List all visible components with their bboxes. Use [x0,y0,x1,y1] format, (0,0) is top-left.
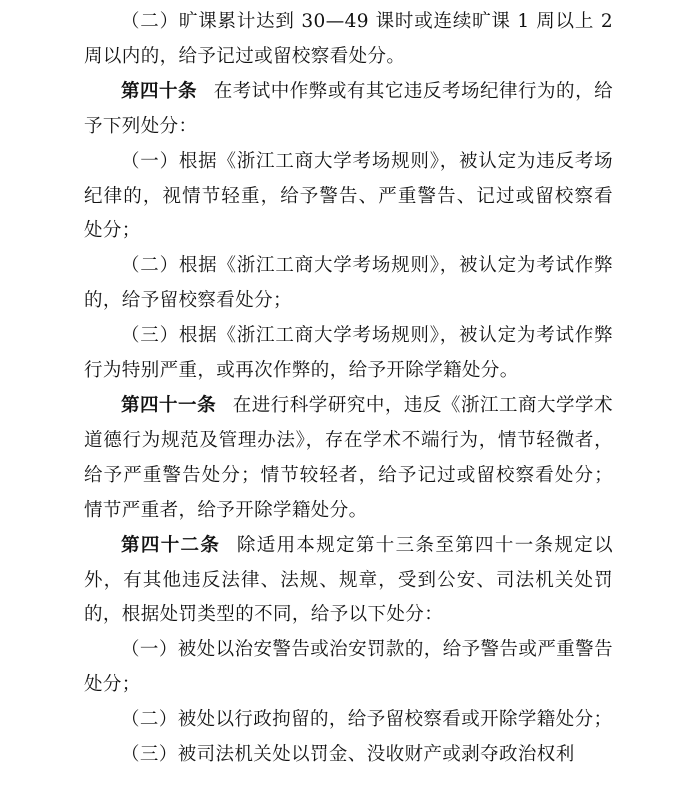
paragraph-article-40-item-3 [84,319,613,389]
paragraph-text: 在进行科学研究中，违反《浙江工商大学学术道德行为规范及管理办法》，存在学术不端行为，情节轻微者，给予严重警告处分；情节较轻者，给予记过或留校察看处分；情节严重者，给予开除学籍处分。 [84,394,613,521]
paragraph-article-40 [84,75,613,145]
paragraph-article-41 [84,389,613,529]
paragraph-article-40-item-1 [84,145,613,250]
paragraph-article-40-item-2 [84,249,613,319]
paragraph-article-42-item-2 [84,703,613,738]
paragraph-text: （二）旷课累计达到 30—49 课时或连续旷课 1 周以上 2 周以内的，给予记过或留校察看处分。 [84,11,613,67]
paragraph-article-42-item-3 [84,738,613,773]
paragraph-absence-clause-2 [84,5,613,75]
paragraph-text: （一）被处以治安警告或治安罚款的，给予警告或严重警告处分； [84,639,613,696]
paragraph-text: 除适用本规定第十三条至第四十一条规定以外，有其他违反法律、法规、规章，受到公安、司法机关处罚的，根据处罚类型的不同，给予以下处分： [84,534,613,626]
paragraph-text: 在考试中作弊或有其它违反考场纪律行为的，给予下列处分： [84,80,613,137]
paragraph-article-42 [84,529,613,634]
article-number: 第四十一条 [121,394,217,416]
paragraph-article-42-item-1 [84,633,613,703]
article-number: 第四十条 [121,80,198,102]
paragraph-text: （二）根据《浙江工商大学考场规则》，被认定为考试作弊的，给予留校察看处分； [84,255,613,312]
paragraph-text: （三）被司法机关处以罚金、没收财产或剥夺政治权利 [121,744,575,766]
paragraph-text: （二）被处以行政拘留的，给予留校察看或开除学籍处分； [121,709,613,731]
article-number: 第四十二条 [121,534,221,556]
paragraph-text: （一）根据《浙江工商大学考场规则》，被认定为违反考场纪律的，视情节轻重，给予警告、严重警告、记过或留校察看处分； [84,150,613,242]
paragraph-text: （三）根据《浙江工商大学考场规则》，被认定为考试作弊行为特别严重，或再次作弊的，给予开除学籍处分。 [84,325,613,382]
